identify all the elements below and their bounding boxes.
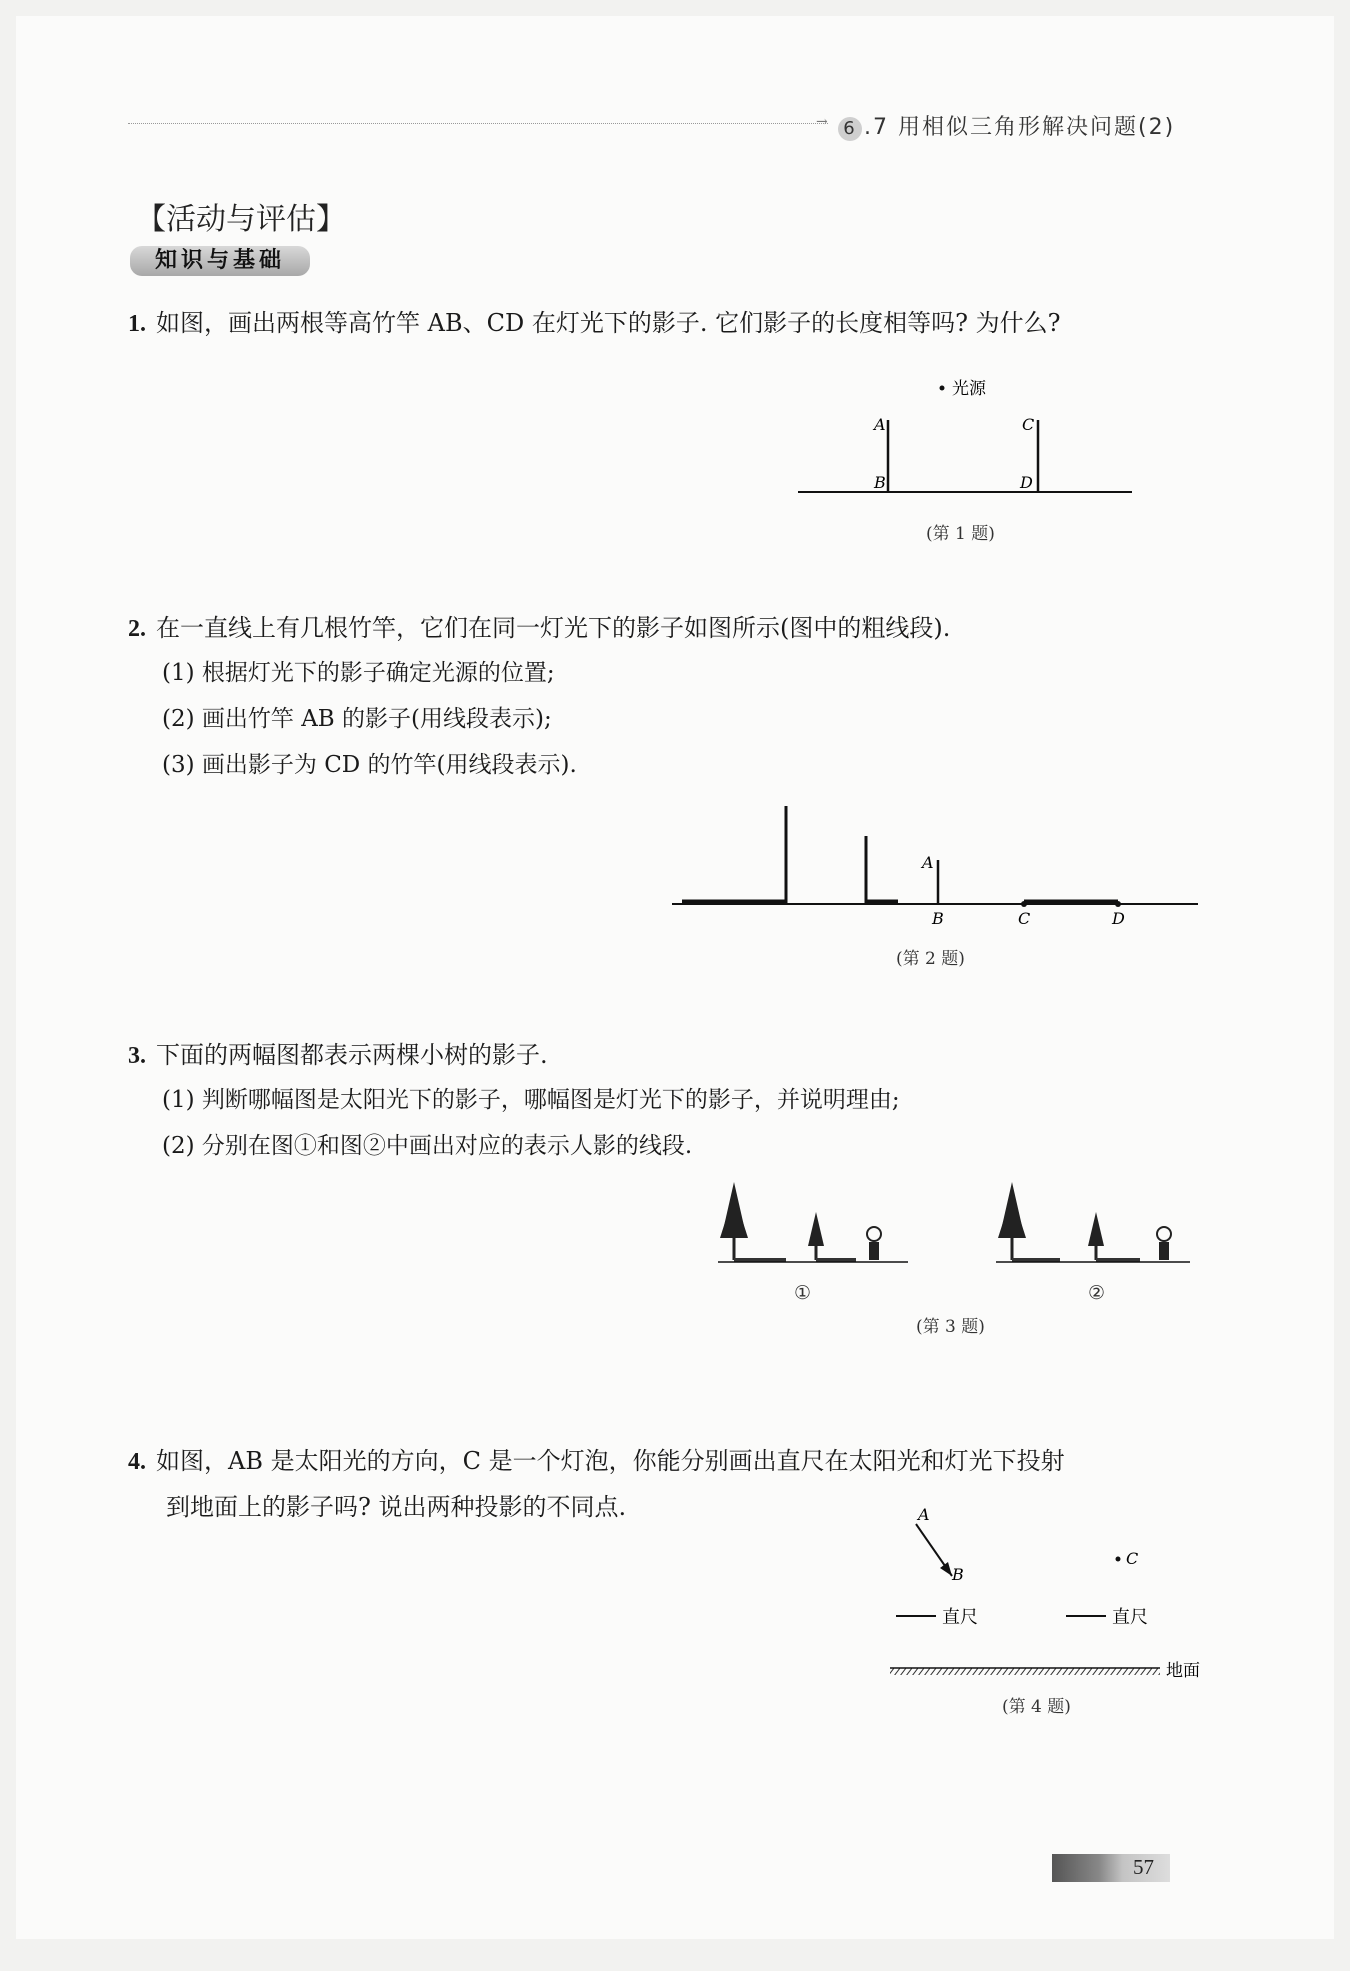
label-a: A <box>922 853 934 872</box>
question-4-line-2: 到地面上的影子吗? 说出两种投影的不同点. <box>166 1493 627 1521</box>
question-text: 如图，画出两根等高竹竿 AB、CD 在灯光下的影子. 它们影子的长度相等吗? 为什么? <box>156 309 1061 337</box>
question-3 <box>128 1040 548 1072</box>
label-d: D <box>1020 473 1033 492</box>
section-number: .7 <box>864 115 889 140</box>
label-c: C <box>1022 415 1035 434</box>
sunlight-arrow-icon <box>940 1562 952 1576</box>
figure-3-panel-1 <box>716 1176 916 1286</box>
ground-hatch <box>890 1668 1160 1675</box>
header-arrow-icon: → <box>816 114 828 130</box>
question-number: 3. <box>128 1043 146 1069</box>
header-dotted-rule <box>128 123 828 124</box>
chapter-number: 6 <box>838 117 862 141</box>
light-source-dot <box>940 386 945 391</box>
question-1 <box>128 308 1060 340</box>
label-b: B <box>932 909 944 928</box>
person-head-icon <box>867 1227 881 1241</box>
question-4 <box>128 1446 1065 1478</box>
workbook-page <box>16 16 1334 1939</box>
light-source-label: 光源 <box>952 379 986 399</box>
knowledge-badge: 知识与基础 <box>130 246 310 276</box>
person-body-icon <box>869 1242 879 1260</box>
page-number: 57 <box>1133 1855 1154 1879</box>
figure-3-panel-2-label: ② <box>1088 1282 1106 1304</box>
question-3-sub-1: (1) 判断哪幅图是太阳光下的影子，哪幅图是灯光下的影子，并说明理由; <box>162 1087 900 1113</box>
person-body-icon <box>1159 1242 1169 1260</box>
tree-large-lower-icon <box>720 1194 748 1238</box>
label-c: C <box>1126 1549 1139 1568</box>
label-a: A <box>874 415 886 434</box>
person-head-icon <box>1157 1227 1171 1241</box>
figure-2-caption: (第 2 题) <box>896 949 965 969</box>
question-number: 4. <box>128 1449 146 1475</box>
figure-3-caption: (第 3 题) <box>916 1317 985 1337</box>
header-title: 用相似三角形解决问题(2) <box>898 115 1176 140</box>
question-2-sub-2: (2) 画出竹竿 AB 的影子(用线段表示); <box>162 706 552 732</box>
question-text: 在一直线上有几根竹竿，它们在同一灯光下的影子如图所示(图中的粗线段). <box>156 614 951 642</box>
bulb-c-dot <box>1116 1557 1121 1562</box>
question-number: 2. <box>128 616 146 642</box>
figure-2 <box>668 800 1208 930</box>
question-text-line-1: 如图，AB 是太阳光的方向，C 是一个灯泡，你能分别画出直尺在太阳光和灯光下投射 <box>156 1447 1065 1475</box>
page-number-tab <box>1052 1854 1170 1882</box>
ruler-right-label: 直尺 <box>1112 1607 1148 1628</box>
question-2-sub-3: (3) 画出影子为 CD 的竹竿(用线段表示). <box>162 752 577 778</box>
label-a: A <box>918 1505 930 1524</box>
ruler-left-label: 直尺 <box>942 1607 978 1628</box>
tree-small-icon <box>1088 1212 1104 1246</box>
page-header <box>838 110 1175 141</box>
figure-4-caption: (第 4 题) <box>1002 1697 1071 1717</box>
question-2-sub-1: (1) 根据灯光下的影子确定光源的位置; <box>162 660 555 686</box>
label-b: B <box>952 1565 964 1584</box>
question-number: 1. <box>128 311 146 337</box>
figure-3-panel-1-label: ① <box>794 1282 812 1304</box>
figure-1 <box>792 372 1142 502</box>
label-b: B <box>874 473 886 492</box>
figure-1-caption: (第 1 题) <box>926 524 995 544</box>
question-3-sub-2: (2) 分别在图①和图②中画出对应的表示人影的线段. <box>162 1133 693 1159</box>
tree-large-lower-icon <box>998 1194 1026 1238</box>
point-c <box>1021 901 1027 907</box>
label-d: D <box>1112 909 1125 928</box>
question-text: 下面的两幅图都表示两棵小树的影子. <box>156 1041 548 1069</box>
question-2 <box>128 613 950 645</box>
label-c: C <box>1018 909 1031 928</box>
figure-4 <box>876 1500 1216 1700</box>
point-d <box>1115 901 1121 907</box>
tree-small-icon <box>808 1212 824 1246</box>
figure-3-panel-2 <box>994 1176 1194 1286</box>
ground-label: 地面 <box>1166 1661 1200 1681</box>
section-title: 【活动与评估】 <box>136 202 346 237</box>
